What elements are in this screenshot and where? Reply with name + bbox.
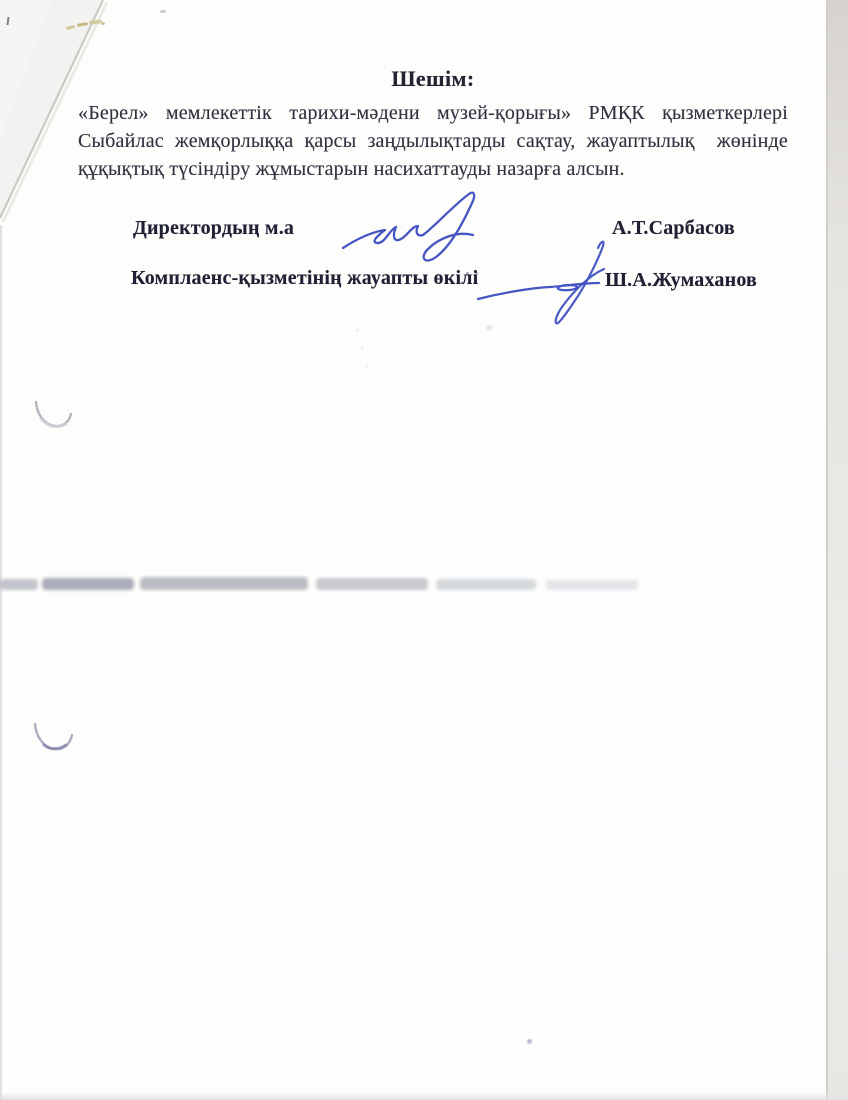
scan-speck (366, 365, 369, 368)
bleed-segment (140, 577, 308, 590)
document-title: Шешім: (391, 66, 475, 91)
decision-paragraph (78, 99, 788, 183)
paragraph-line: құқықтық түсіндіру жұмыстарын насихаттауды назарға алсын. (78, 158, 625, 180)
signatory-name: Ш.А.Жумаханов (605, 269, 758, 291)
signatory-name: А.Т.Сарбасов (612, 217, 735, 239)
bleed-segment (0, 579, 38, 590)
bleed-through-text-line (0, 572, 660, 598)
signatory-role: Директордың м.а (133, 217, 295, 239)
punch-hole-icon (32, 717, 76, 765)
stain-mark (101, 22, 105, 25)
scan-speck (361, 347, 364, 350)
director-signature (333, 186, 483, 271)
page-left-edge (0, 225, 2, 1100)
bleed-segment (316, 578, 428, 590)
punch-hole-icon (32, 393, 74, 437)
paragraph-line: «Берел» мемлекеттік тарихи-мәдени музей-қорығы» РМҚК қызметкерлері (78, 102, 788, 124)
page-right-edge (826, 0, 828, 1100)
bleed-segment (546, 580, 638, 590)
bleed-segment (436, 579, 536, 590)
ink-speck (527, 1039, 532, 1044)
compliance-officer-signature (472, 236, 612, 328)
scan-speck (356, 329, 359, 332)
scan-speck (160, 10, 166, 13)
bleed-segment (42, 578, 134, 590)
scanner-background-edge (828, 0, 848, 1100)
paragraph-line: Сыбайлас жемқорлыққа қарсы заңдылықтарды сақтау, жауаптылық жөнінде (78, 130, 788, 152)
signatory-role: Комплаенс-қызметінің жауапты өкілі (131, 267, 479, 289)
page-bottom-edge (0, 1092, 848, 1100)
